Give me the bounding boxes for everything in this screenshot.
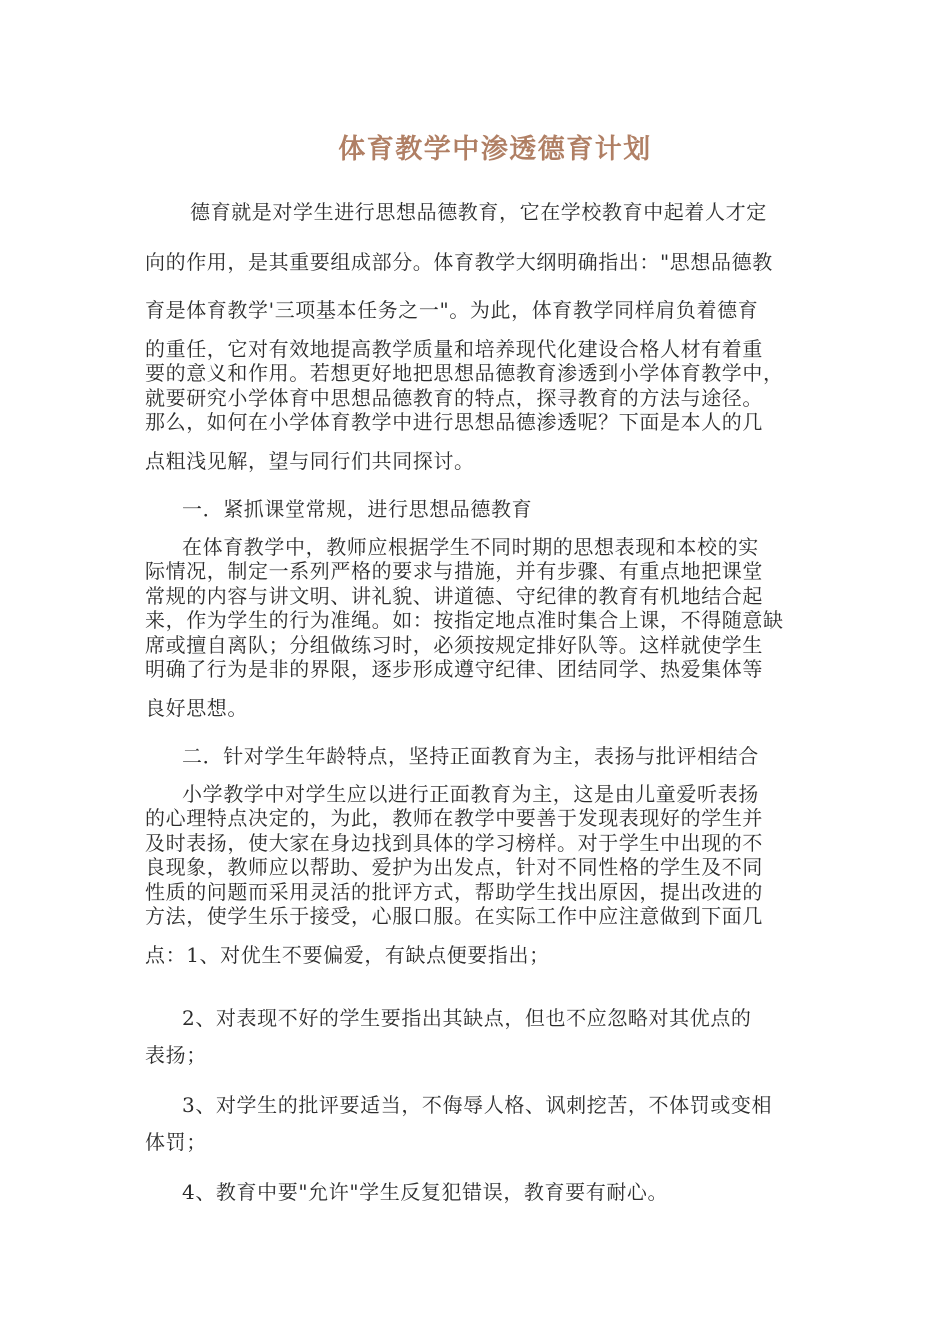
list-item: 2、对表现不好的学生要指出其缺点，但也不应忽略对其优点的 bbox=[182, 1006, 752, 1030]
paragraph-line: 良好思想。 bbox=[145, 696, 248, 720]
paragraph-line: 常规的内容与讲文明、讲礼貌、讲道德、守纪律的教育有机地结合起 bbox=[145, 584, 763, 608]
paragraph-line: 育是体育教学'三项基本任务之一"。为此，体育教学同样肩负着德育 bbox=[145, 298, 759, 322]
paragraph-line: 席或擅自离队；分组做练习时，必须按规定排好队等。这样就使学生 bbox=[145, 633, 763, 657]
paragraph-line: 向的作用，是其重要组成部分。体育教学大纲明确指出："思想品德教 bbox=[145, 250, 773, 274]
paragraph-line: 那么，如何在小学体育教学中进行思想品德渗透呢？下面是本人的几 bbox=[145, 410, 763, 434]
paragraph-line: 方法，使学生乐于接受，心服口服。在实际工作中应注意做到下面几 bbox=[145, 904, 763, 928]
paragraph-line: 的心理特点决定的，为此，教师在教学中要善于发现表现好的学生并 bbox=[145, 806, 763, 830]
section-heading: 二．针对学生年龄特点，坚持正面教育为主，表扬与批评相结合 bbox=[182, 744, 759, 768]
paragraph-line: 际情况，制定一系列严格的要求与措施，并有步骤、有重点地把课堂 bbox=[145, 559, 763, 583]
list-item-continuation: 表扬； bbox=[145, 1043, 207, 1067]
paragraph-line: 要的意义和作用。若想更好地把思想品德教育渗透到小学体育教学中， bbox=[145, 361, 784, 385]
paragraph-line: 点：1、对优生不要偏爱，有缺点便要指出； bbox=[145, 943, 550, 967]
list-item: 4、教育中要"允许"学生反复犯错误，教育要有耐心。 bbox=[182, 1180, 669, 1204]
paragraph-line: 的重任，它对有效地提高教学质量和培养现代化建设合格人材有着重 bbox=[145, 337, 763, 361]
paragraph-line: 德育就是对学生进行思想品德教育，它在学校教育中起着人才定 bbox=[190, 200, 767, 224]
list-item-continuation: 体罚； bbox=[145, 1130, 207, 1154]
list-item: 3、对学生的批评要适当，不侮辱人格、讽刺挖苦，不体罚或变相 bbox=[182, 1093, 773, 1117]
paragraph-line: 来，作为学生的行为准绳。如：按指定地点准时集合上课，不得随意缺 bbox=[145, 608, 784, 632]
paragraph-line: 及时表扬，使大家在身边找到具体的学习榜样。对于学生中出现的不 bbox=[145, 831, 763, 855]
paragraph-line: 明确了行为是非的界限，逐步形成遵守纪律、团结同学、热爱集体等 bbox=[145, 657, 763, 681]
paragraph-line: 小学教学中对学生应以进行正面教育为主，这是由儿童爱听表扬 bbox=[182, 782, 759, 806]
paragraph-line: 良现象，教师应以帮助、爱护为出发点，针对不同性格的学生及不同 bbox=[145, 855, 763, 879]
paragraph-line: 点粗浅见解，望与同行们共同探讨。 bbox=[145, 449, 475, 473]
paragraph-line: 就要研究小学体育中思想品德教育的特点，探寻教育的方法与途径。 bbox=[145, 386, 763, 410]
section-heading: 一．紧抓课堂常规，进行思想品德教育 bbox=[182, 497, 533, 521]
document-title: 体育教学中渗透德育计划 bbox=[338, 134, 652, 165]
paragraph-line: 在体育教学中，教师应根据学生不同时期的思想表现和本校的实 bbox=[182, 535, 759, 559]
paragraph-line: 性质的问题而采用灵活的批评方式，帮助学生找出原因，提出改进的 bbox=[145, 880, 763, 904]
